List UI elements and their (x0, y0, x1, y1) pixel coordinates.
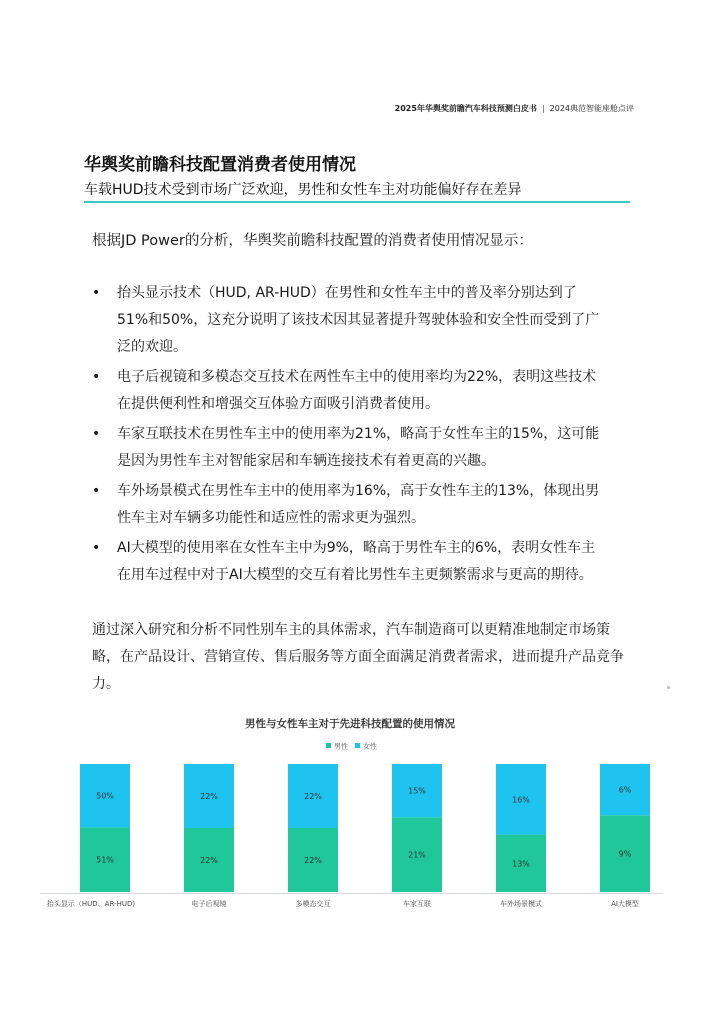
finding-exterior-scene: • 车外场景模式在男性车主中的使用率为16%，高于女性车主的13%，体现出男性车主对车辆多功能性和适应性的需求更为强烈。 (92, 478, 607, 532)
x-tick-1: 电子后视镜 (191, 900, 227, 908)
data-label-2-1: 22% (304, 792, 322, 801)
intro-paragraph: 根据JD Power的分析，华舆奖前瞻科技配置的消费者使用情况显示： (92, 233, 533, 249)
page-title: 华舆奖前瞻科技配置消费者使用情况 (84, 155, 356, 175)
data-label-3-0: 21% (408, 850, 426, 860)
findings-list (92, 280, 607, 592)
page-subtitle: 车载HUD技术受到市场广泛欢迎，男性和女性车主对功能偏好存在差异 (84, 182, 522, 198)
legend-swatch-1 (355, 743, 360, 748)
usage-chart (0, 700, 722, 920)
data-label-4-0: 13% (512, 859, 530, 869)
data-label-2-0: 22% (304, 856, 322, 865)
x-tick-5: AI大模型 (611, 900, 639, 908)
header-whitepaper-title: 2025年华舆奖前瞻汽车科技预测白皮书 (394, 104, 537, 113)
data-label-3-1: 15% (408, 786, 426, 796)
data-label-1-1: 22% (200, 792, 218, 801)
x-tick-3: 车家互联 (403, 900, 431, 908)
header-section-title: 2024典范智能座舱点评 (549, 104, 634, 113)
legend-label-1: 女性 (363, 742, 377, 751)
x-tick-2: 多模态交互 (295, 900, 331, 908)
data-label-5-0: 9% (618, 849, 632, 859)
chart-legend (326, 742, 377, 751)
data-label-1-0: 22% (200, 856, 218, 865)
finding-ai-model: • AI大模型的使用率在女性车主中为9%，略高于男性车主的6%，表明女性车主在用车过程中对于AI大模型的交互有着比男性车主更频繁需求与更高的期待。 (92, 535, 607, 589)
closing-paragraph: 通过深入研究和分析不同性别车主的具体需求，汽车制造商可以更精准地制定市场策略，在产品设计、营销宣传、售后服务等方面全面满足消费者需求，进而提升产品竞争力。 (92, 622, 624, 692)
data-label-4-1: 16% (512, 795, 530, 805)
header-separator: | (541, 104, 545, 113)
data-label-0-1: 50% (96, 791, 114, 801)
x-tick-0: 抬头显示（HUD、AR-HUD) (46, 900, 136, 908)
data-label-5-1: 6% (618, 785, 632, 795)
finding-mirror-multimodal: • 电子后视镜和多模态交互技术在两性车主中的使用率均为22%，表明这些技术在提供便利性和增强交互体验方面吸引消费者使用。 (92, 364, 607, 418)
legend-swatch-0 (326, 743, 331, 748)
decorative-dot (667, 686, 670, 689)
title-divider (84, 201, 630, 203)
legend-label-0: 男性 (334, 742, 348, 751)
finding-car-home: • 车家互联技术在男性车主中的使用率为21%，略高于女性车主的15%，这可能是因为男性车主对智能家居和车辆连接技术有着更高的兴趣。 (92, 421, 607, 475)
chart-title: 男性与女性车主对于先进科技配置的使用情况 (245, 718, 455, 730)
data-label-0-0: 51% (96, 855, 114, 865)
chart-bars (80, 764, 650, 892)
page-header (395, 103, 634, 114)
x-tick-4: 车外场景模式 (500, 900, 542, 908)
chart-x-ticks (47, 899, 639, 908)
finding-hud: • 抬头显示技术（HUD, AR-HUD）在男性和女性车主中的普及率分别达到了51%和50%，这充分说明了该技术因其显著提升驾驶体验和安全性而受到了广泛的欢迎。 (92, 280, 607, 361)
